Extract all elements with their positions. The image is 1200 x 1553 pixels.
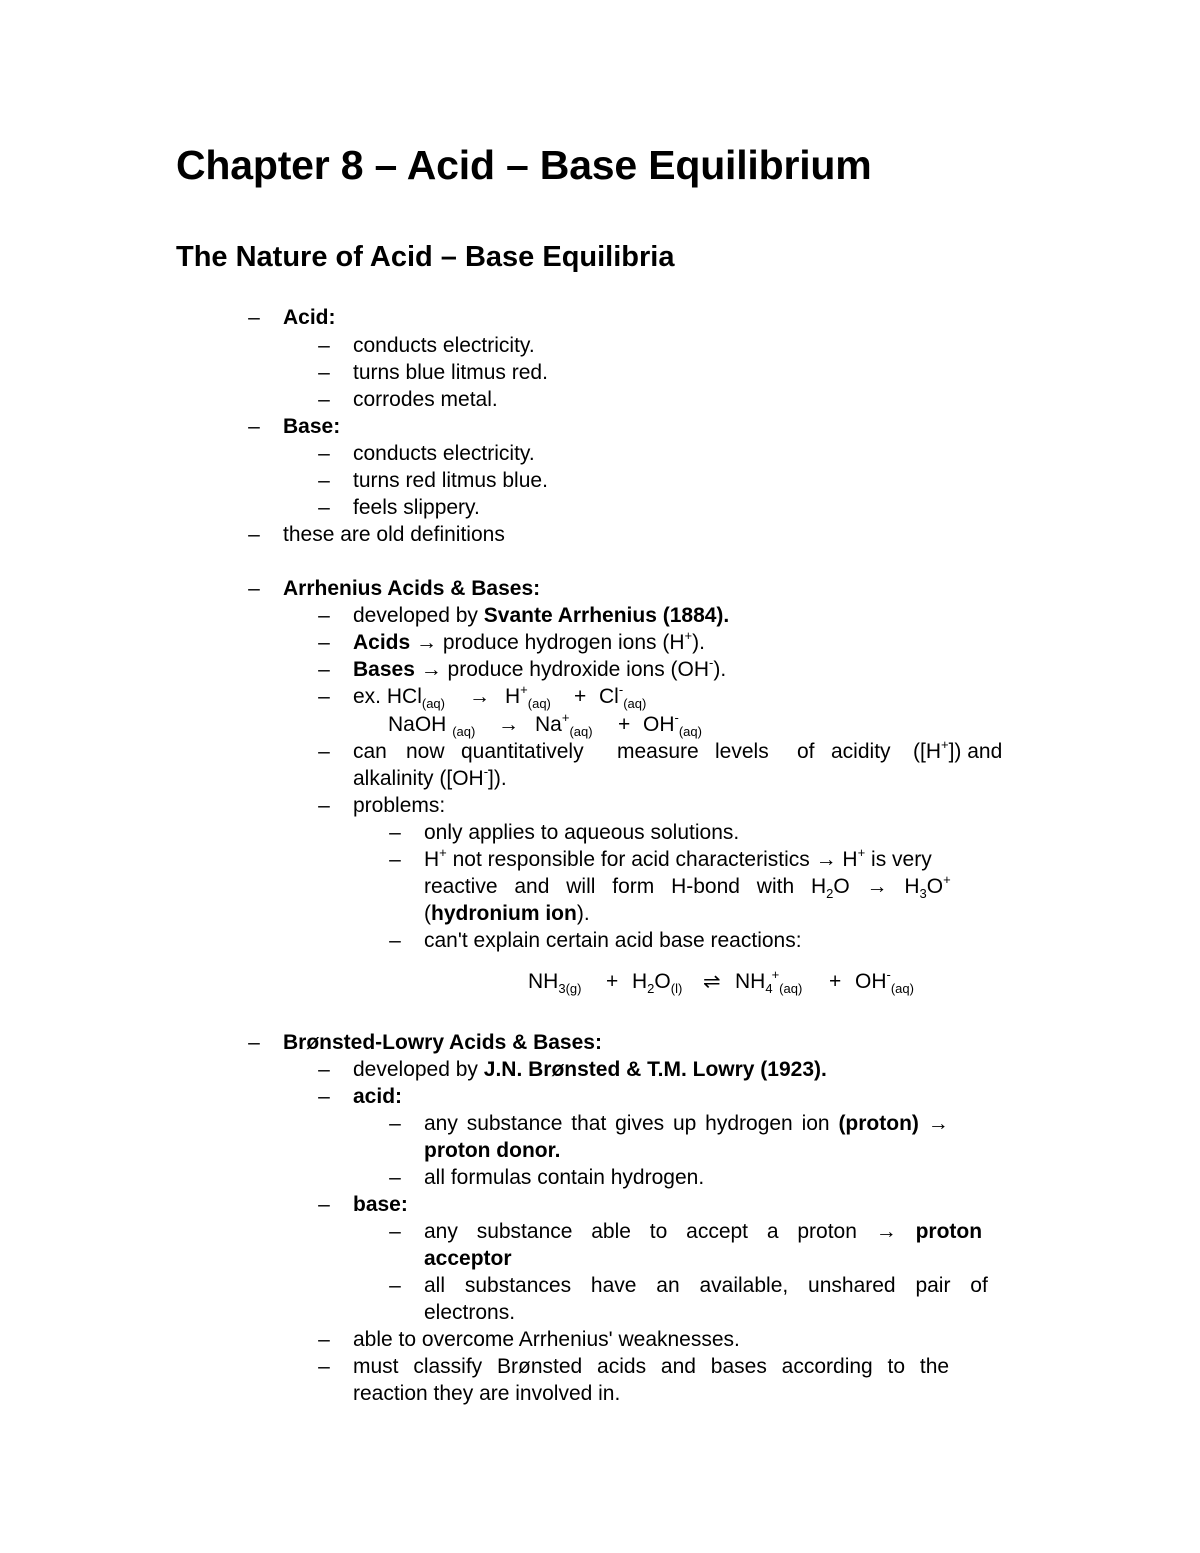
list-item-continuation: acceptor — [424, 1247, 512, 1270]
list-item: – H+ not responsible for acid characteristics → H+ is very — [389, 845, 932, 871]
list-item-continuation: proton donor. — [424, 1139, 561, 1162]
list-item: – only applies to aqueous solutions. — [389, 821, 740, 844]
ammonia-equation: $NH_{3(g)}$ + $H_2O_{(l)}$ ⇌ $NH_4^+_{(aq)}$ + $OH^-_{(aq)}$ — [528, 967, 914, 996]
list-item: – developed by J.N. Brønsted & T.M. Lowry (1923). — [318, 1058, 827, 1081]
list-item: – Acids → produce hydrogen ions (H+). — [318, 628, 705, 654]
list-item: – turns blue litmus red. — [318, 361, 548, 384]
list-item: – conducts electricity. — [318, 442, 535, 465]
list-item: – can now quantitatively measure levels of acidity ([H+]) and — [318, 737, 1003, 763]
list-item-continuation: reactive and will form H-bond with $H_2O \to H_3O^+$ — [424, 872, 951, 901]
list-item-arrhenius: – Arrhenius Acids & Bases: — [248, 577, 541, 600]
list-item: – Bases → produce hydroxide ions (OH-). — [318, 655, 727, 681]
list-item-continuation: alkalinity ([OH-]). — [353, 764, 507, 790]
list-item-acid — [0, 304, 1200, 331]
example-equation-2: NaOH $_{(aq)}$ → $Na^+_{(aq)}$ + $OH^-_{(aq)}$ — [388, 710, 702, 739]
section-heading: The Nature of Acid – Base Equilibria — [176, 241, 675, 273]
list-item: – any substance that gives up hydrogen ion (proton) → — [389, 1112, 949, 1135]
example-equation-1: – ex. HCl$_{(aq)}$ → $H^+_{(aq)}$ + $Cl^-_{(aq)}$ — [318, 682, 647, 711]
list-item-base: – Base: — [248, 415, 341, 438]
list-item-note: – these are old definitions — [248, 523, 505, 546]
bullet-dash: – — [248, 306, 260, 329]
list-item-continuation: reaction they are involved in. — [353, 1382, 621, 1405]
list-item: – can't explain certain acid base reactions: — [389, 929, 802, 952]
list-item: – turns red litmus blue. — [318, 469, 548, 492]
page-title: Chapter 8 – Acid – Base Equilibrium — [176, 142, 872, 188]
list-item-continuation: (hydronium ion). — [424, 902, 590, 925]
list-item: – acid: — [318, 1085, 403, 1108]
list-item: – all substances have an available, unshared pair of — [389, 1274, 988, 1297]
list-item-continuation: electrons. — [424, 1301, 516, 1324]
list-item: – base: — [318, 1193, 408, 1216]
list-item-problems: – problems: — [318, 794, 446, 817]
list-item: – all formulas contain hydrogen. — [389, 1166, 705, 1189]
list-item: – able to overcome Arrhenius' weaknesses. — [318, 1328, 740, 1351]
base-label: Base: — [283, 415, 341, 438]
arrhenius-label: Arrhenius Acids & Bases: — [283, 577, 541, 600]
list-item: – any substance able to accept a proton → proton — [389, 1220, 983, 1243]
list-item: – must classify Brønsted acids and bases according to the — [318, 1355, 950, 1378]
list-item: – corrodes metal. — [318, 388, 498, 411]
list-item: – conducts electricity. — [318, 334, 535, 357]
list-item: – developed by Svante Arrhenius (1884). — [318, 604, 730, 627]
acid-label: Acid: — [283, 306, 336, 329]
bronsted-label: Brønsted-Lowry Acids & Bases: — [283, 1031, 602, 1054]
list-item: – feels slippery. — [318, 496, 480, 519]
list-item-bronsted: – Brønsted-Lowry Acids & Bases: — [248, 1031, 602, 1054]
